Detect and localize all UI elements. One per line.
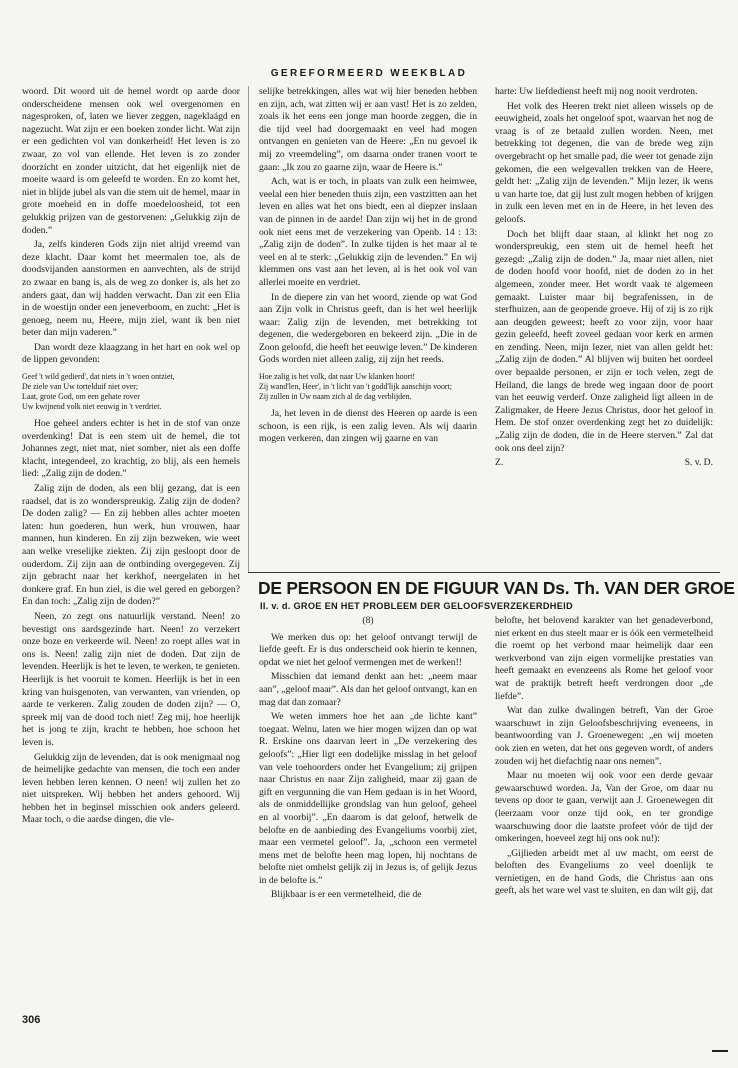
article-column-2	[495, 615, 713, 900]
article-subtitle: II. v. d. GROE EN HET PROBLEEM DER GELOOFSVERZEKERDHEID	[260, 601, 573, 611]
paragraph: harte: Uw liefdedienst heeft mij nog nooit verdroten.	[495, 86, 698, 97]
paragraph: Ja, het leven in de dienst des Heeren op aarde is een schoon, is een rijk, is een zalig leven. Als wij daarin mogen verkeren, dan zingen wij gaarne en van	[259, 408, 477, 445]
article-column-1	[259, 615, 477, 904]
signature-line	[495, 457, 713, 470]
page-number: 306	[22, 1014, 41, 1026]
column-2	[259, 86, 477, 448]
author-signature: S. v. D.	[684, 457, 713, 469]
paragraph: woord. Dit woord uit de hemel wordt op aarde door onderscheidene mensen ook wel overgenomen en nagesproken, of, laten we liever zeggen, nageklaágd en nagezucht. Wat zijn er een boeken zonder licht. Wat zijn er een gedichten vol van donkerheid! Het leven is zo zwaar, zo vol van ellende. Het leven is zo zonder doorzicht en zonder uitzicht, dat het eigenlijk niet de moeite waard is om geleefd te worden. En zo komt het, niet in blijde jubel als van die stem uit de hemel, maar in grote moeheid en in doffe moedeloosheid, tot een gelukkig prijzen van de gestorvenen: „Gelukkig zijn de doden.”	[22, 86, 240, 236]
paragraph: selijke betrekkingen, alles wat wij hier beneden hebben en zijn, ach, wat zitten wij er aan vast! Het is zo zelden, zoals ik het eens een jonge man hoorde zeggen, die in die tijd veel had doorgemaakt en veel had mogen ontvangen en genieten van de Heere: „En nu gevoel ik mij zo vreemdeling”, om daarna onder tranen voort te gaan: „Ik zou zo gaarne zijn, waar de Heere is.”	[259, 86, 477, 173]
column-3	[495, 86, 713, 470]
paragraph: Misschien dat iemand denkt aan het: „neem maar aan”, „geloof maar”. Als dan het geloof ontvangt, kan en mag dat dan zomaar?	[259, 671, 477, 708]
psalm-line: Laat, grote God, om een gehate rover	[22, 392, 140, 402]
psalm-line: Zij zullen in Uw naam zich al de dag verblijden.	[259, 392, 412, 402]
psalm-quote	[259, 372, 477, 402]
paragraph: Gelukkig zijn de levenden, dat is ook menigmaal nog de heimelijke gedachte van mensen, die toch een ander leven hebben leren kennen. O neen! wij zullen het zo niet uitspreken. Wij hebben het anders gehoord. Wij hebben het in beginsel misschien ook anders geleerd. Maar toch, o die aardse dingen, die vle-	[22, 751, 240, 826]
paragraph: Ja, zelfs kinderen Gods zijn niet altijd vreemd van deze klacht. Daar komt het meermalen toe, als de doodsvijanden aanstormen en aanvechten, als de strijd zo zwaar en bang is, als de weg zo donker is, als het zo anders gaat, dan wij hadden verwacht. Dan zit een Elia in de woestijn onder een jeneverboom, en zucht: „Het is genoeg, neem nu, Heere, mijn ziel, want ik ben niet beter dan mijn vaderen.”	[22, 239, 240, 339]
signature-initial: Z.	[495, 457, 504, 469]
masthead-title: GEREFORMEERD WEEKBLAD	[270, 68, 468, 79]
paragraph: „Gijlieden arbeidt met al uw macht, om eerst de beloften des Evangeliums zo veel doenlijk te vernietigen, en de hand Gods, die Christus aan ons geeft, als het ware wel vast te sluiten, en dan wilt gij, dat	[495, 847, 713, 897]
paragraph: belofte, het belovend karakter van het genadeverbond, niet erkent en dus steelt maar er is óók een vermetelheid die roemt op het verbond maar heimelijk daar een werkverbond van zijn eigen vormelijke prestaties van heeft gemaakt en evenzeens als Rome het geloof voor wat de praktijk betreft heeft verdrongen door „de liefde”.	[495, 615, 713, 702]
psalm-line: De ziele van Uw tortelduif niet over;	[22, 382, 139, 392]
psalm-line: Geef 't wild gedierd', dat niets in 't woen ontziet,	[22, 372, 175, 382]
column-divider	[248, 86, 249, 572]
paragraph: Ach, wat is er toch, in plaats van zulk een heimwee, veelal een hier beneden thuis zijn, een vastzitten aan het leven en alles wat het ons biedt, een al diepzer inslaan van de pinnen in de aarde! Dan zijn wij het in de grond ook niet eens met de verzekering van Openb. 14 : 13: „Zalig zijn de doden”. In zulke tijden is het maar al te veel en al te sterk: „Gelukkig zijn de levenden.” En wij klemmen ons vast aan het leven, al is het ook vol van allerlei moeite en verdriet.	[259, 176, 477, 288]
psalm-quote	[22, 372, 240, 412]
psalm-line: Zij wand'len, Heer', in 't licht van 't godd'lijk aanschijn voort;	[259, 382, 452, 392]
paragraph: Wat dan zulke dwalingen betreft, Van der Groe waarschuwt in zijn Geloofsbeschrijving eveneens, in beantwoording van J. Groenewegen: „en wij moeten ook zien en weten, dat het ons gegeven wordt, of anders zouden wij het diefachtig naar ons nemen”.	[495, 705, 713, 767]
paragraph: In de diepere zin van het woord, ziende op wat God aan Zijn volk in Christus geeft, dan is het wel heerlijk waar: Zalig zijn de levenden, met betrekking tot degenen, die wedergeboren en bekeerd zijn. „Die in de Zoon geloofd, die heeft het eeuwige leven.” De kinderen Gods worden niet alleen zalig, zij zijn het reeds.	[259, 291, 477, 366]
paragraph: Zalig zijn de doden, als een blij gezang, dat is een raadsel, dat is zo wonderspreukig. Zalig zijn de doden? De doden zalig? — En zij hebben alles achter moeten laten: hun goederen, hun werk, hun vrouwen, haar mannen, hun kinderen. En zij zijn bezweken, wie weet aan welke vreselijke ziekten. Zij zijn gesloopt door de ouderdom. Zij zijn aan de ontbinding overgegeven. Zij zijn gebracht naar het kerkhof, neergelaten in het donkere graf. En hun ziel, is die wel gered en geborgen? En dan toch: „Zalig zijn de doden?”	[22, 483, 240, 608]
scan-edge-mark	[712, 1040, 728, 1052]
paragraph: Maar nu moeten wij ook voor een derde gevaar gewaarschuwd worden. Ja, Van der Groe, om daar nu tevens op door te gaan, verwijt aan J. Groenewegen dit (leerzaam voor onze tijd ook, en ter grondige waarschuwing door die laatste profeet vóór de tijd der omkeringen, hoeveel zegt hij ons ook nu!):	[495, 770, 713, 845]
column-1	[22, 86, 240, 829]
paragraph: We merken dus op: het geloof ontvangt terwijl de liefde geeft. Er is dus onderscheid ook hierin te kennen, opdat we niet het geloof vermengen met de werken!!	[259, 631, 477, 668]
paragraph: Hoe geheel anders echter is het in de stof van onze overdenking! Dat is een stem uit de hemel, die tot Johannes zegt, niet mat, niet somber, niet als een doffe klacht, integendeel, zo krachtig, zo blij, als een hemels lied: „Zalig zijn de doden.”	[22, 418, 240, 480]
paragraph: Doch het blijft daar staan, al klinkt het nog zo wonderspreukig, een stem uit de hemel heeft het gezegd: „Zalig zijn de doden.” Ja, maar niet allen, niet de doden hoofd voor hoofd, niet de doden zo in het algemeen, zonder meer. Het wordt vaak te algemeen gemaakt. Luister maar bij begrafenissen, in de sterfhuizen, aan de geopende groeve. Hij of zij is zo rijk aan deugden geweest; heeft zo voor zijn, voor haar gezin geleefd, heeft zoveel gedaan voor kerk en armen en zending. Neen, mijn lezer, niet van allen geldt het: „Zalig zijn de doden.” Al blijven wij buiten het oordeel over bepaalde personen, er zijn er toch velen, zegt de Heiland, die langs de brede weg ingaan door de poort van het eeuwig verderf. Onze zaligheid ligt alleen in de Zaligmaker, de Heere Jezus Christus, door het geloof in Hem. De stof onzer overdenking zegt het zo duidelijk: „Zalig zijn de doden, die in de Heere sterven.” Zal dat ook ons deel zijn?	[495, 228, 713, 454]
part-number: (8)	[362, 615, 374, 626]
paragraph: Blijkbaar is er een vermetelheid, die de	[271, 889, 422, 901]
article-separator-rule	[248, 572, 720, 573]
article-title: DE PERSOON EN DE FIGUUR VAN Ds. Th. VAN DER GROE	[258, 578, 735, 598]
paragraph: Het volk des Heeren trekt niet alleen wissels op de eeuwigheid, zoals het ongeloof spot, waarvan het nog de vraag is of ze betaald zullen worden. Neen, met betrekking tot degenen, die van de brede weg zijn overgebracht op het smalle pad, die weer tot genade zijn gekomen, die een welgevallen trekken van de Heere, geldt het: „Zalig zijn de levenden.” Mijn lezer, ik wens u van harte toe, dat gij lust zult mogen hebben of krijgen in zulk een leven met en in de Heere, in het leven des geloofs.	[495, 100, 713, 225]
psalm-line: Uw kwijnend volk niet eeuwig in 't verdriet.	[22, 402, 162, 412]
paragraph: Dan wordt deze klaagzang in het hart en ook wel op de lippen gevonden:	[22, 341, 240, 366]
paragraph: We weten immers hoe het aan „de lichte kant” toegaat. Welnu, laten we hier mogen wijzen dan op wat R. Erskine ons daarvan leert in „De verzekering des geloofs”: „Hier ligt een dodelijke misslag in het geloof van vele toehoorders onder het Evangelium; zij grijpen naar Christus en naar Zijn zaligheid, maar zij gaan de gift en vergunning die van Hem gedaan is in het Woord, als de onmiddellijke grondslag van hun geloof, geheel en al voorbij”. „En daarom is dat geloof, hetwelk de belofte en de aanbieding des Evangeliums voorbij ziet, maar een vermetel geloof”. Ja, „schoon een vermetel mens met de belofte heen mag lopen, hij nochtans de belofte niet omhelst gelijk zij in Jezus is, of gelijk Jezus in de belofte is.”	[259, 711, 477, 886]
paragraph: Neen, zo zegt ons natuurlijk verstand. Neen! zo bevestigt ons aardsgezinde hart. Neen! zo verzekert onze boze en verkeerde wil. Neen! zo roept alles wat in ons is. Neen! zalig zijn niet de doden. Dat zijn de levenden. Heerlijk is het te leven, te werken, te genieten. Heerlijk is het vooruit te komen. Heerlijk is het in een kring van huisgenoten, van verwanten, van vrienden, op aarde te verkeren. Zalig zouden de doden zijn? — O, spreek mij van de dood toch niet! Zeg mij, hoe heerlijk het is jong te zijn, kracht te hebben, hoe schoon het leven is.	[22, 610, 240, 748]
psalm-line: Hoe zalig is het volk, dat naar Uw klanken hoort!	[259, 372, 416, 382]
